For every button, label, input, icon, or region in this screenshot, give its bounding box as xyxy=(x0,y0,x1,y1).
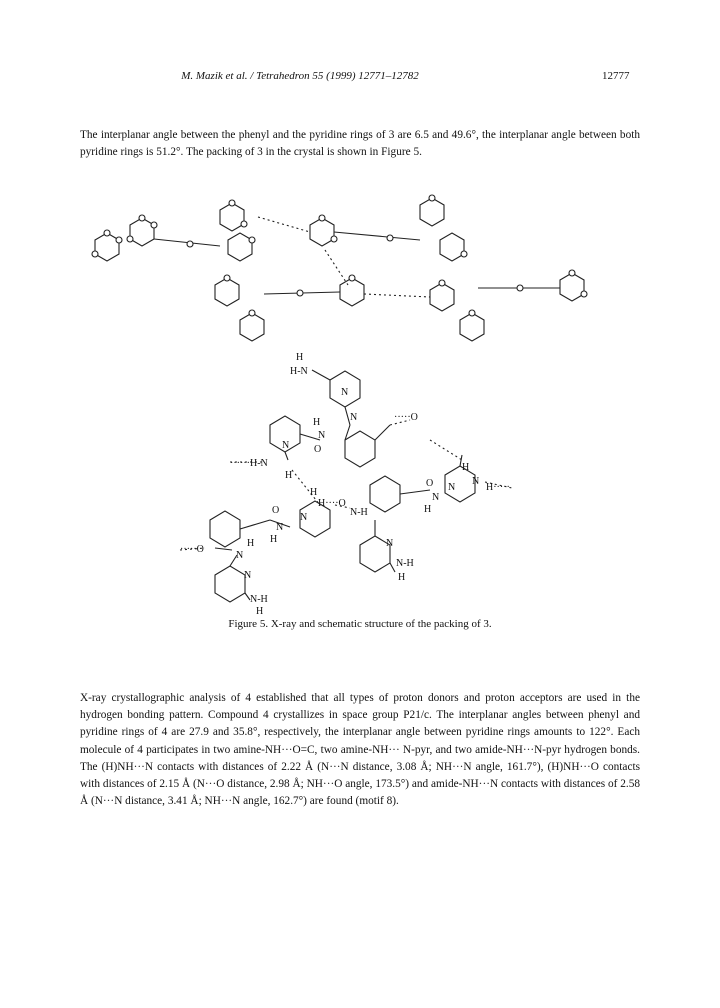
atom-label: N-H xyxy=(350,507,368,518)
page-number: 12777 xyxy=(602,70,630,82)
atom-label: ·····O xyxy=(394,412,418,423)
atom-label: N xyxy=(386,538,394,549)
atom-label: H xyxy=(270,534,278,545)
atom-label: H xyxy=(398,572,406,583)
atom-label: N xyxy=(350,412,358,423)
atom-label: N xyxy=(282,440,290,451)
atom-label: H xyxy=(313,417,321,428)
atom-label: N xyxy=(341,387,349,398)
atom-label: H····O xyxy=(318,498,346,509)
atom-label: H-N xyxy=(290,366,308,377)
atom-label: H xyxy=(285,470,293,481)
running-title: M. Mazik et al. / Tetrahedron 55 (1999) 12771–12782 xyxy=(181,70,419,82)
atom-label: H xyxy=(310,487,318,498)
atom-label: N xyxy=(318,430,326,441)
atom-label: N xyxy=(432,492,440,503)
atom-label: N xyxy=(300,512,308,523)
atom-label: O xyxy=(272,505,280,516)
schematic-atom-labels xyxy=(180,352,510,617)
atom-label: H xyxy=(296,352,304,363)
atom-label: H xyxy=(247,538,255,549)
atom-label: ·····O xyxy=(180,544,204,555)
atom-label: H····· xyxy=(486,482,510,493)
figure-caption: Figure 5. X-ray and schematic structure of the packing of 3. xyxy=(228,618,492,630)
atom-label: N xyxy=(236,550,244,561)
atom-label: N xyxy=(448,482,456,493)
xray-packing-diagram xyxy=(92,195,587,341)
atom-label: O xyxy=(314,444,322,455)
paragraph-1: The interplanar angle between the phenyl and the pyridine rings of 3 are 6.5 and 49.6°, the interplanar angle between both pyridine rings is 51.2°. The packing of 3 in the crystal is shown in Figure 5. xyxy=(80,129,640,159)
atom-label: ······H-N xyxy=(230,458,268,469)
atom-label: N-H xyxy=(250,594,268,605)
atom-label: N xyxy=(472,476,480,487)
atom-label: H xyxy=(256,606,264,617)
schematic-structure xyxy=(180,370,512,602)
paragraph-2: X-ray crystallographic analysis of 4 established that all types of proton donors and proton acceptors are used in the hydrogen bonding pattern. Compound 4 crystallizes in space group P21/c. The interplanar angles between phenyl and pyridine rings of 4 are 27.9 and 35.8°, respectively, the interplanar angle between pyridine rings amounts to 122°. Each molecule of 4 participates in two amine-NH···O=C, two amine-NH··· N-pyr, and two amide-NH···N-pyr hydrogen bonds. The (H)NH···N contacts with distances of 2.22 Å (N···N distance, 3.08 Å; NH···N angle, 161.7°), (H)NH···O contacts with distances of 2.15 Å (N···O distance, 2.98 Å; NH···O angle, 173.5°) and amide-NH···N contacts with distances of 2.58 Å (N···N distance, 3.41 Å; NH···N angle, 162.7°) are found (motif 8). xyxy=(80,692,640,808)
atom-label: H xyxy=(462,462,470,473)
atom-label: N xyxy=(276,522,284,533)
atom-label: H xyxy=(424,504,432,515)
atom-label: N xyxy=(244,570,252,581)
atom-label: N-H xyxy=(396,558,414,569)
atom-label: O xyxy=(426,478,434,489)
